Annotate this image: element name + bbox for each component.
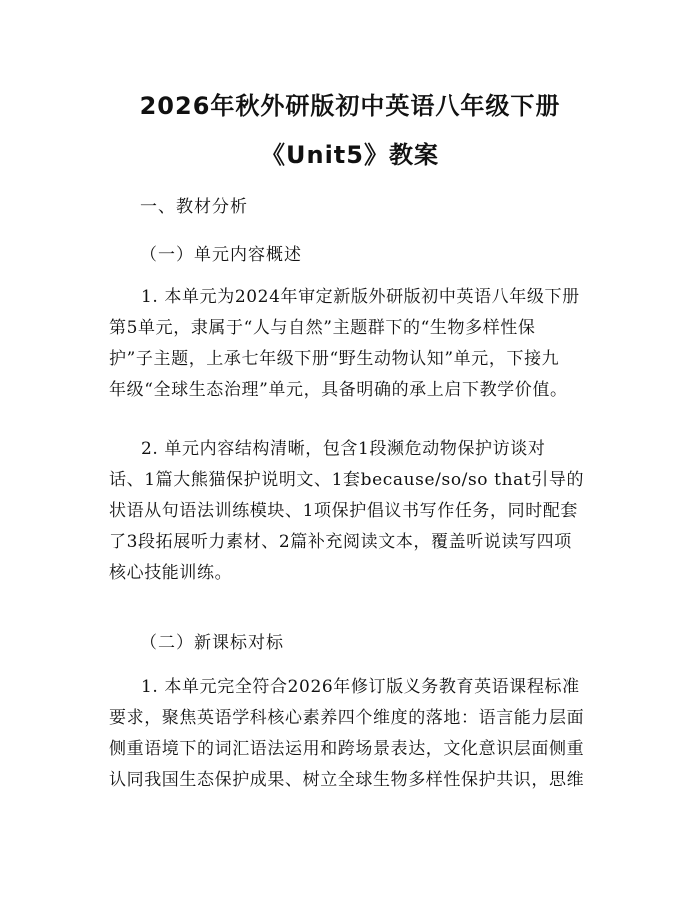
paragraph-line: 2. 单元内容结构清晰，包含1段濒危动物保护访谈对: [141, 439, 546, 459]
document-title-line-2: 《Unit5》教案: [261, 141, 439, 169]
paragraph-line: 1. 本单元完全符合2026年修订版义务教育英语课程标准: [141, 677, 580, 697]
paragraph-unit-position: [109, 282, 601, 406]
paragraph-line: 话、1篇大熊猫保护说明文、1套because/so/so that引导的: [109, 470, 585, 490]
paragraph-line: 护”子主题，上承七年级下册“野生动物认知”单元，下接九: [109, 349, 560, 369]
paragraph-line: 年级“全球生态治理”单元，具备明确的承上启下教学价值。: [109, 380, 568, 400]
paragraph-line: 侧重语境下的词汇语法运用和跨场景表达，文化意识层面侧重: [109, 739, 585, 759]
paragraph-line: 了3段拓展听力素材、2篇补充阅读文本，覆盖听说读写四项: [109, 532, 572, 552]
paragraph-line: 要求，聚焦英语学科核心素养四个维度的落地：语言能力层面: [109, 708, 585, 728]
paragraph-line: 1. 本单元为2024年审定新版外研版初中英语八年级下册: [141, 287, 580, 307]
section-heading-textbook-analysis: 一、教材分析: [140, 197, 248, 217]
subsection-heading-unit-overview: （一）单元内容概述: [140, 245, 302, 265]
paragraph-line: 状语从句语法训练模块、1项保护倡议书写作任务，同时配套: [109, 501, 579, 521]
paragraph-line: 第5单元，隶属于“人与自然”主题群下的“生物多样性保: [109, 318, 536, 338]
document-title-line-1: 2026年秋外研版初中英语八年级下册: [139, 92, 561, 120]
paragraph-unit-structure: [109, 434, 601, 589]
paragraph-curriculum-alignment: [109, 672, 601, 796]
subsection-heading-curriculum-standard: （二）新课标对标: [140, 633, 284, 653]
paragraph-line: 核心技能训练。: [109, 563, 233, 583]
paragraph-line: 认同我国生态保护成果、树立全球生物多样性保护共识，思维: [109, 770, 585, 790]
